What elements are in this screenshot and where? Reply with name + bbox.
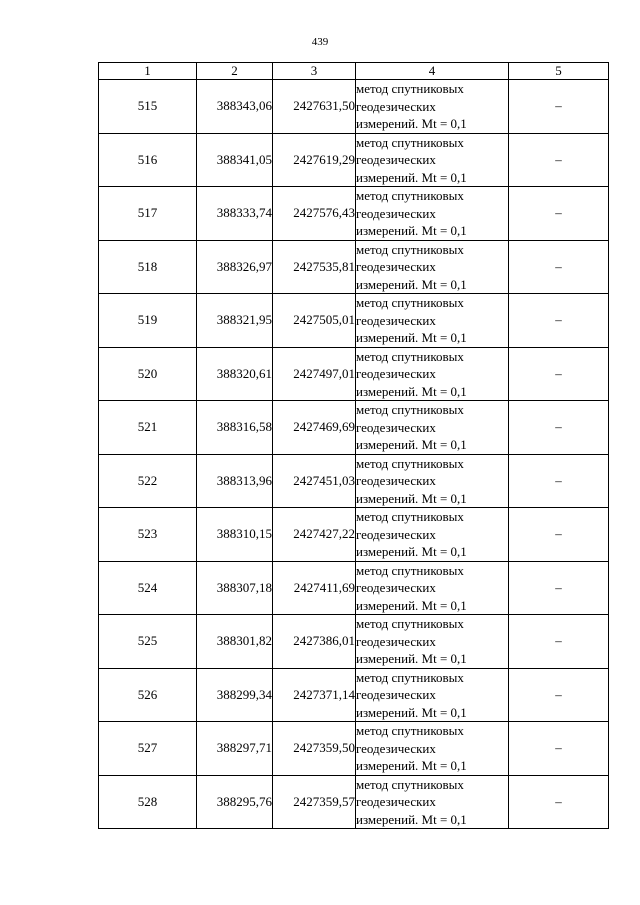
x-coordinate-cell: 388297,71	[197, 722, 273, 776]
table-header	[99, 63, 609, 80]
method-line: геодезических	[356, 740, 436, 756]
method-line: геодезических	[356, 633, 436, 649]
method-line: геодезических	[356, 312, 436, 328]
x-coordinate-cell: 388341,05	[197, 133, 273, 187]
method-line: измерений. Mt = 0,1	[356, 811, 467, 827]
table-row	[99, 722, 609, 776]
method-line: метод спутниковых	[356, 348, 464, 364]
coordinates-table	[98, 62, 609, 829]
method-line: метод спутниковых	[356, 81, 464, 96]
point-number-cell: 515	[99, 80, 197, 134]
point-number-cell: 518	[99, 240, 197, 294]
y-coordinate-cell: 2427451,03	[273, 454, 356, 508]
note-cell: –	[509, 454, 609, 508]
point-number-cell: 527	[99, 722, 197, 776]
note-cell: –	[509, 187, 609, 241]
point-number-cell: 519	[99, 294, 197, 348]
method-line: измерений. Mt = 0,1	[356, 330, 467, 345]
y-coordinate-cell: 2427386,01	[273, 615, 356, 669]
point-number-cell: 516	[99, 133, 197, 187]
table-row	[99, 401, 609, 455]
header-row	[99, 63, 609, 80]
x-coordinate-cell: 388320,61	[197, 347, 273, 401]
y-coordinate-cell: 2427469,69	[273, 401, 356, 455]
y-coordinate-cell: 2427505,01	[273, 294, 356, 348]
point-number-cell: 520	[99, 347, 197, 401]
table-row	[99, 187, 609, 241]
x-coordinate-cell: 388333,74	[197, 187, 273, 241]
x-coordinate-cell: 388307,18	[197, 561, 273, 615]
method-line: измерений. Mt = 0,1	[356, 116, 467, 131]
x-coordinate-cell: 388321,95	[197, 294, 273, 348]
table-row	[99, 775, 609, 829]
method-cell	[356, 508, 509, 562]
note-cell: –	[509, 561, 609, 615]
method-line: геодезических	[356, 473, 436, 488]
method-line: метод спутниковых	[356, 295, 464, 310]
method-line: измерений. Mt = 0,1	[356, 383, 467, 399]
method-cell	[356, 240, 509, 294]
table-row	[99, 133, 609, 187]
y-coordinate-cell: 2427359,57	[273, 775, 356, 829]
table-body	[99, 80, 609, 829]
x-coordinate-cell: 388295,76	[197, 775, 273, 829]
note-cell: –	[509, 775, 609, 829]
method-line: геодезических	[356, 366, 436, 381]
note-cell: –	[509, 133, 609, 187]
y-coordinate-cell: 2427631,50	[273, 80, 356, 134]
method-cell	[356, 775, 509, 829]
table-row	[99, 347, 609, 401]
point-number-cell: 523	[99, 508, 197, 562]
table-row	[99, 80, 609, 134]
method-line: метод спутниковых	[356, 562, 464, 578]
method-cell	[356, 668, 509, 722]
method-cell	[356, 347, 509, 401]
y-coordinate-cell: 2427535,81	[273, 240, 356, 294]
method-line: метод спутниковых	[356, 616, 464, 631]
method-line: измерений. Mt = 0,1	[356, 437, 467, 452]
method-line: метод спутниковых	[356, 402, 464, 417]
table-row	[99, 668, 609, 722]
x-coordinate-cell: 388313,96	[197, 454, 273, 508]
x-coordinate-cell: 388301,82	[197, 615, 273, 669]
header-col-1: 1	[99, 63, 197, 80]
header-col-3: 3	[273, 63, 356, 80]
method-line: геодезических	[356, 580, 436, 595]
method-cell	[356, 187, 509, 241]
note-cell: –	[509, 80, 609, 134]
method-line: измерений. Mt = 0,1	[356, 169, 467, 185]
table-row	[99, 294, 609, 348]
method-line: измерений. Mt = 0,1	[356, 276, 467, 292]
method-line: метод спутниковых	[356, 241, 464, 257]
method-line: метод спутниковых	[356, 455, 464, 471]
point-number-cell: 525	[99, 615, 197, 669]
method-line: измерений. Mt = 0,1	[356, 758, 467, 773]
x-coordinate-cell: 388310,15	[197, 508, 273, 562]
header-col-5: 5	[509, 63, 609, 80]
method-line: геодезических	[356, 259, 436, 274]
y-coordinate-cell: 2427427,22	[273, 508, 356, 562]
method-line: геодезических	[356, 526, 436, 542]
table-row	[99, 561, 609, 615]
method-line: метод спутниковых	[356, 723, 464, 738]
method-cell	[356, 133, 509, 187]
note-cell: –	[509, 615, 609, 669]
method-cell	[356, 454, 509, 508]
note-cell: –	[509, 240, 609, 294]
y-coordinate-cell: 2427497,01	[273, 347, 356, 401]
point-number-cell: 517	[99, 187, 197, 241]
table-row	[99, 454, 609, 508]
method-line: измерений. Mt = 0,1	[356, 223, 467, 238]
header-col-4: 4	[356, 63, 509, 80]
x-coordinate-cell: 388343,06	[197, 80, 273, 134]
method-line: измерений. Mt = 0,1	[356, 651, 467, 666]
table-row	[99, 508, 609, 562]
method-line: геодезических	[356, 687, 436, 702]
y-coordinate-cell: 2427411,69	[273, 561, 356, 615]
method-line: измерений. Mt = 0,1	[356, 544, 467, 559]
table-row	[99, 240, 609, 294]
y-coordinate-cell: 2427359,50	[273, 722, 356, 776]
method-line: геодезических	[356, 205, 436, 221]
method-line: метод спутниковых	[356, 188, 464, 203]
y-coordinate-cell: 2427576,43	[273, 187, 356, 241]
method-cell	[356, 294, 509, 348]
point-number-cell: 521	[99, 401, 197, 455]
method-line: измерений. Mt = 0,1	[356, 490, 467, 506]
y-coordinate-cell: 2427371,14	[273, 668, 356, 722]
method-cell	[356, 615, 509, 669]
method-line: измерений. Mt = 0,1	[356, 597, 467, 613]
page-number: 439	[311, 36, 329, 48]
note-cell: –	[509, 668, 609, 722]
note-cell: –	[509, 508, 609, 562]
method-line: геодезических	[356, 794, 436, 809]
method-cell	[356, 722, 509, 776]
note-cell: –	[509, 401, 609, 455]
method-line: геодезических	[356, 152, 436, 167]
note-cell: –	[509, 294, 609, 348]
y-coordinate-cell: 2427619,29	[273, 133, 356, 187]
method-cell	[356, 401, 509, 455]
x-coordinate-cell: 388299,34	[197, 668, 273, 722]
method-line: геодезических	[356, 98, 436, 114]
header-col-2: 2	[197, 63, 273, 80]
table-row	[99, 615, 609, 669]
method-cell	[356, 80, 509, 134]
note-cell: –	[509, 347, 609, 401]
method-cell	[356, 561, 509, 615]
point-number-cell: 524	[99, 561, 197, 615]
point-number-cell: 522	[99, 454, 197, 508]
note-cell: –	[509, 722, 609, 776]
method-line: метод спутниковых	[356, 509, 464, 524]
point-number-cell: 528	[99, 775, 197, 829]
method-line: геодезических	[356, 419, 436, 435]
x-coordinate-cell: 388326,97	[197, 240, 273, 294]
method-line: метод спутниковых	[356, 134, 464, 150]
x-coordinate-cell: 388316,58	[197, 401, 273, 455]
method-line: метод спутниковых	[356, 669, 464, 685]
point-number-cell: 526	[99, 668, 197, 722]
method-line: метод спутниковых	[356, 776, 464, 792]
method-line: измерений. Mt = 0,1	[356, 704, 467, 720]
